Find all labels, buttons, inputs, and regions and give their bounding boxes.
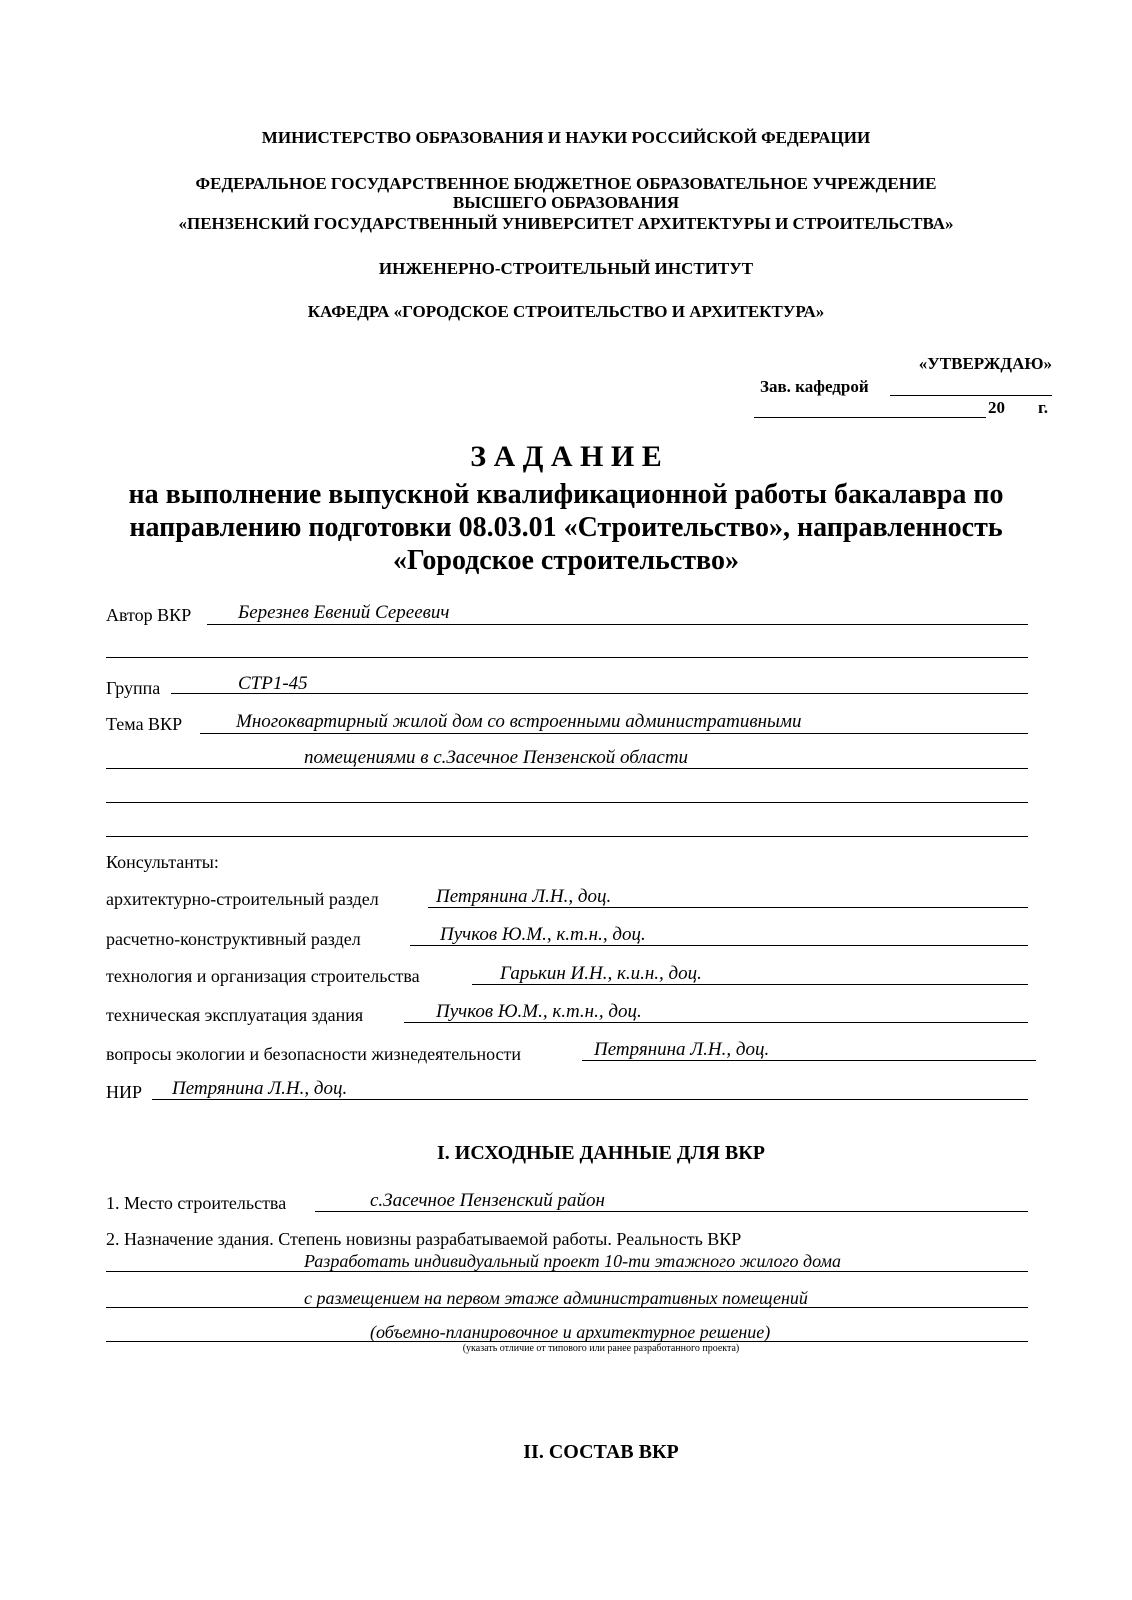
ministry-heading: МИНИСТЕРСТВО ОБРАЗОВАНИЯ И НАУКИ РОССИЙСКОЙ ФЕДЕРАЦИИ xyxy=(261,128,871,147)
author-label: Автор ВКР xyxy=(106,605,192,625)
approval-year-suffix: г. xyxy=(1038,398,1049,417)
section-1-heading: I. ИСХОДНЫЕ ДАННЫЕ ДЛЯ ВКР xyxy=(436,1142,765,1164)
consultant-label: НИР xyxy=(106,1082,143,1102)
topic-line-1 xyxy=(200,733,1028,734)
consultant-label: архитектурно-строительный раздел xyxy=(106,889,379,909)
consultant-value: Петрянина Л.Н., доц. xyxy=(172,1078,348,1099)
approval-date-line xyxy=(754,417,986,418)
institute-heading: ИНЖЕНЕРНО-СТРОИТЕЛЬНЫЙ ИНСТИТУТ xyxy=(378,259,754,278)
title-line-3: «Городское строительство» xyxy=(393,545,739,576)
document-title: З А Д А Н И Е xyxy=(470,440,662,473)
consultant-label: вопросы экологии и безопасности жизнедеятельности xyxy=(106,1044,522,1064)
purpose-note: (указать отличие от типового или ранее разработанного проекта) xyxy=(462,1343,740,1354)
head-of-department-label: Зав. кафедрой xyxy=(760,377,869,396)
purpose-label: 2. Назначение здания. Степень новизны разрабатываемой работы. Реальность ВКР xyxy=(106,1229,742,1249)
author-value: Березнев Евений Сереевич xyxy=(238,602,450,623)
consultant-value: Пучков Ю.М., к.т.н., доц. xyxy=(436,1001,642,1022)
site-value: с.Засечное Пензенский район xyxy=(370,1190,605,1211)
consultant-label: расчетно-конструктивный раздел xyxy=(106,929,361,949)
institution-line-3: «ПЕНЗЕНСКИЙ ГОСУДАРСТВЕННЫЙ УНИВЕРСИТЕТ АРХИТЕКТУРЫ И СТРОИТЕЛЬСТВА» xyxy=(178,214,954,233)
institution-line-2: ВЫСШЕГО ОБРАЗОВАНИЯ xyxy=(452,193,680,212)
purpose-value-2: с размещением на первом этаже административных помещений xyxy=(304,1288,808,1308)
group-value: СТР1-45 xyxy=(238,673,308,694)
site-label: 1. Место строительства xyxy=(106,1193,287,1213)
institution-line-1: ФЕДЕРАЛЬНОЕ ГОСУДАРСТВЕННОЕ БЮДЖЕТНОЕ ОБРАЗОВАТЕЛЬНОЕ УЧРЕЖДЕНИЕ xyxy=(195,174,937,193)
consultant-label: технология и организация строительства xyxy=(106,966,420,986)
consultant-value: Пучков Ю.М., к.т.н., доц. xyxy=(440,924,646,945)
author-line xyxy=(207,624,1028,625)
section-2-heading: II. СОСТАВ ВКР xyxy=(523,1441,679,1463)
topic-value-1: Многоквартирный жилой дом со встроенными административными xyxy=(236,711,802,732)
department-heading: КАФЕДРА «ГОРОДСКОЕ СТРОИТЕЛЬСТВО И АРХИТЕКТУРА» xyxy=(307,302,825,321)
group-label: Группа xyxy=(106,678,161,698)
blank-line-2 xyxy=(106,802,1028,803)
topic-value-2: помещениями в с.Засечное Пензенской области xyxy=(304,747,689,768)
title-line-1: на выполнение выпускной квалификационной работы бакалавра по xyxy=(128,479,1004,510)
approve-stamp-text: «УТВЕРЖДАЮ» xyxy=(918,354,1052,373)
head-signature-line xyxy=(890,395,1052,396)
consultant-value: Петрянина Л.Н., доц. xyxy=(436,886,612,907)
purpose-value-1: Разработать индивидуальный проект 10-ти этажного жилого дома xyxy=(304,1251,841,1271)
blank-line-3 xyxy=(106,836,1028,837)
topic-label: Тема ВКР xyxy=(106,714,183,734)
purpose-value-3: (объемно-планировочное и архитектурное решение) xyxy=(370,1322,771,1342)
title-line-2: направлению подготовки 08.03.01 «Строительство», направленность xyxy=(129,512,1003,543)
consultants-heading: Консультанты: xyxy=(106,852,219,872)
consultant-value: Гарькин И.Н., к.и.н., доц. xyxy=(500,963,702,984)
consultant-value: Петрянина Л.Н., доц. xyxy=(594,1039,770,1060)
approval-year: 20 xyxy=(988,398,1005,417)
blank-line-1 xyxy=(106,657,1028,658)
consultant-label: техническая эксплуатация здания xyxy=(106,1005,364,1025)
